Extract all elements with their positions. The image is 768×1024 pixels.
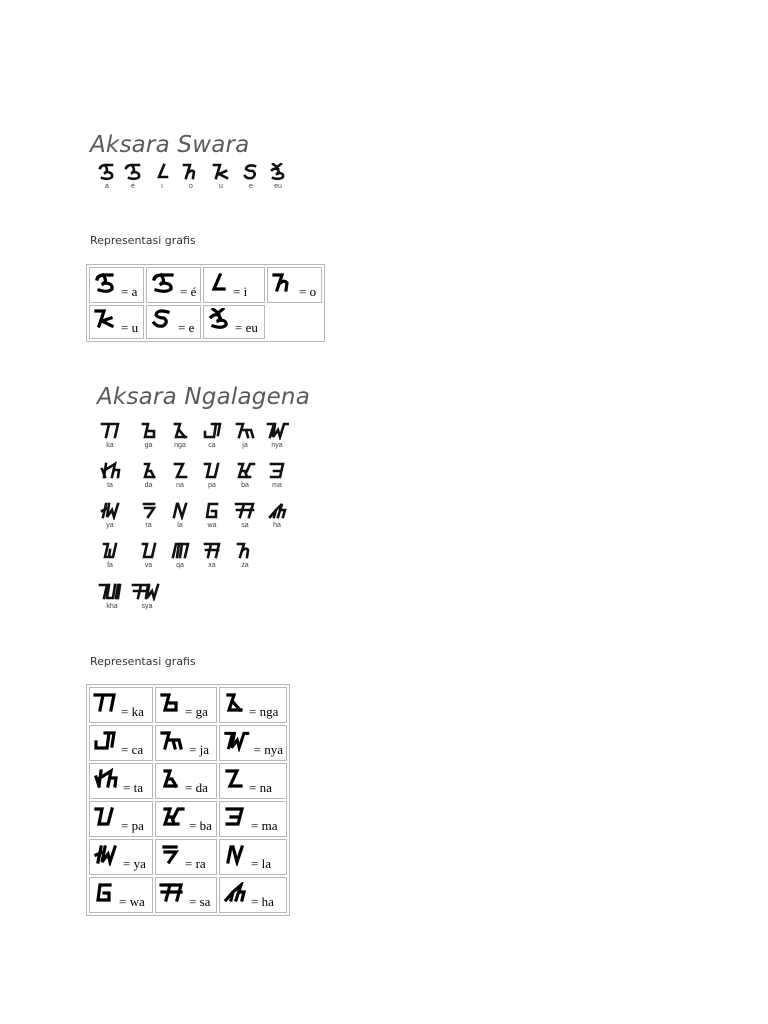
sundanese-da-glyph: [159, 768, 181, 790]
glyph-pa: [195, 461, 229, 490]
cell-text: = i: [233, 284, 248, 299]
cell-text: = ba: [189, 818, 212, 833]
ngalagena-glyph-row-4: [100, 541, 261, 570]
glyph-label: ca: [208, 442, 216, 449]
glyph-ma: [261, 461, 293, 490]
ngalagena-representation-label: Representasi grafis: [90, 655, 196, 668]
glyph-u: [206, 163, 236, 191]
sundanese-va-glyph: [139, 541, 159, 560]
cell-text: = é: [180, 284, 197, 299]
table-cell-o: [267, 267, 322, 303]
table-row: [88, 762, 288, 800]
sundanese-ba-glyph: [234, 461, 256, 480]
sundanese-ja-glyph: [234, 421, 256, 440]
table-cell-ra: [155, 839, 217, 875]
glyph-label: nya: [271, 442, 283, 449]
glyph-label: xa: [208, 562, 216, 569]
sundanese-qa-glyph: [169, 541, 191, 560]
glyph-ja: [229, 421, 261, 450]
glyph-label: ja: [242, 442, 248, 449]
sundanese-pa-glyph: [202, 461, 222, 480]
cell-text: = ja: [189, 742, 209, 757]
glyph-label: za: [241, 562, 249, 569]
cell-text: = nya: [253, 742, 283, 757]
glyph-label: nga: [174, 442, 186, 449]
table-cell-ma: [219, 801, 287, 837]
glyph-ba: [229, 461, 261, 490]
sundanese-e-acute-glyph: [150, 272, 176, 294]
swara-representation-label: Representasi grafis: [90, 234, 196, 247]
table-cell-la: [219, 839, 287, 875]
cell-text: = na: [249, 780, 272, 795]
sundanese-nga-glyph: [223, 692, 245, 714]
swara-title: Aksara Swara: [90, 132, 250, 158]
cell-text: = a: [121, 284, 138, 299]
glyph-sa: [229, 501, 261, 530]
sundanese-ga-glyph: [159, 692, 181, 714]
sundanese-ca-glyph: [202, 421, 222, 440]
sundanese-i-glyph: [207, 272, 229, 294]
ngalagena-glyph-row-5: [97, 582, 165, 611]
table-cell-wa: [89, 877, 153, 913]
glyph-label: é: [131, 183, 135, 190]
table-cell-nya: [219, 725, 287, 761]
sundanese-nya-glyph: [265, 421, 289, 440]
glyph-label: pa: [208, 482, 216, 489]
sundanese-ba-glyph: [159, 806, 185, 828]
glyph-label: na: [176, 482, 184, 489]
cell-text: = ga: [185, 704, 208, 719]
cell-text: = ma: [251, 818, 278, 833]
cell-text: = o: [299, 284, 317, 299]
glyph-xa: [195, 541, 229, 570]
table-cell-ta: [89, 763, 153, 799]
ngalagena-glyph-row-3: [100, 501, 293, 530]
table-row: [88, 304, 323, 340]
sundanese-u-glyph: [211, 163, 231, 181]
sundanese-ya-glyph: [93, 844, 119, 866]
glyph-e-acute: [118, 163, 148, 191]
glyph-i: [148, 163, 176, 191]
glyph-label: ha: [273, 522, 281, 529]
glyph-label: ba: [241, 482, 249, 489]
table-cell-ka: [89, 687, 153, 723]
table-row: [88, 686, 288, 724]
swara-glyph-row: [96, 163, 290, 191]
sundanese-sya-glyph: [131, 582, 163, 601]
sundanese-ca-glyph: [93, 730, 117, 752]
cell-text: = eu: [235, 320, 258, 335]
sundanese-wa-glyph: [203, 501, 221, 520]
sundanese-ka-glyph: [93, 692, 117, 714]
glyph-label: ma: [272, 482, 282, 489]
glyph-a: [96, 163, 118, 191]
glyph-na: [165, 461, 195, 490]
glyph-label: ra: [145, 522, 152, 529]
sundanese-sa-glyph: [234, 501, 256, 520]
sundanese-i-glyph: [153, 163, 171, 181]
glyph-label: da: [144, 482, 153, 489]
sundanese-eu-glyph: [207, 308, 231, 330]
table-cell-u: [89, 305, 144, 339]
sundanese-e-acute-glyph: [123, 163, 143, 181]
ngalagena-title: Aksara Ngalagena: [97, 384, 310, 410]
sundanese-o-glyph: [271, 272, 295, 294]
sundanese-a-glyph: [93, 272, 117, 294]
glyph-label: fa: [107, 562, 113, 569]
sundanese-xa-glyph: [202, 541, 222, 560]
sundanese-kha-glyph: [98, 582, 126, 601]
sundanese-e-glyph: [241, 163, 261, 181]
glyph-label: va: [144, 562, 153, 569]
glyph-nga: [165, 421, 195, 450]
glyph-qa: [165, 541, 195, 570]
glyph-label: o: [189, 183, 193, 190]
sundanese-la-glyph: [170, 501, 190, 520]
sundanese-ga-glyph: [140, 421, 158, 440]
sundanese-pa-glyph: [93, 806, 117, 828]
sundanese-nga-glyph: [171, 421, 189, 440]
cell-text: = pa: [121, 818, 144, 833]
glyph-ka: [100, 421, 120, 450]
table-cell-ya: [89, 839, 153, 875]
sundanese-ta-glyph: [93, 768, 119, 790]
table-cell-da: [155, 763, 217, 799]
glyph-label: sya: [141, 603, 153, 610]
table-cell-na: [219, 763, 287, 799]
glyph-label: wa: [207, 522, 217, 529]
cell-text: = la: [251, 856, 271, 871]
table-cell-a: [89, 267, 144, 303]
cell-text: = da: [185, 780, 208, 795]
sundanese-wa-glyph: [93, 882, 115, 904]
glyph-label: ta: [107, 482, 113, 489]
sundanese-ma-glyph: [267, 461, 287, 480]
table-cell-ba: [155, 801, 217, 837]
glyph-ha: [261, 501, 293, 530]
glyph-label: ya: [106, 522, 114, 529]
sundanese-ta-glyph: [99, 461, 121, 480]
glyph-label: kha: [106, 603, 118, 610]
sundanese-ra-glyph: [159, 844, 181, 866]
glyph-ra: [132, 501, 165, 530]
glyph-label: qa: [176, 562, 184, 569]
sundanese-e-glyph: [150, 308, 174, 330]
cell-text: = ka: [121, 704, 144, 719]
glyph-o: [176, 163, 206, 191]
glyph-ca: [195, 421, 229, 450]
glyph-ta: [100, 461, 120, 490]
sundanese-a-glyph: [97, 163, 117, 181]
glyph-e: [236, 163, 266, 191]
table-row: [88, 724, 288, 762]
table-row: [88, 838, 288, 876]
sundanese-na-glyph: [223, 768, 245, 790]
table-cell-empty: [267, 305, 322, 339]
sundanese-sa-glyph: [159, 882, 185, 904]
glyph-va: [132, 541, 165, 570]
table-row: [88, 800, 288, 838]
sundanese-na-glyph: [171, 461, 189, 480]
sundanese-za-glyph: [235, 541, 255, 560]
cell-text: = e: [178, 320, 195, 335]
glyph-ya: [100, 501, 120, 530]
glyph-label: a: [105, 183, 109, 190]
table-cell-ga: [155, 687, 217, 723]
table-cell-eu: [203, 305, 265, 339]
glyph-label: ka: [106, 442, 114, 449]
sundanese-la-glyph: [223, 844, 247, 866]
cell-text: = ra: [185, 856, 206, 871]
sundanese-ma-glyph: [223, 806, 247, 828]
cell-text: = ca: [121, 742, 144, 757]
glyph-da: [132, 461, 165, 490]
glyph-label: u: [219, 183, 223, 190]
table-cell-e-acute: [146, 267, 201, 303]
cell-text: = wa: [119, 894, 145, 909]
sundanese-da-glyph: [140, 461, 158, 480]
glyph-label: e: [249, 183, 253, 190]
sundanese-fa-glyph: [100, 541, 120, 560]
cell-text: = u: [121, 320, 139, 335]
glyph-label: eu: [274, 183, 282, 190]
sundanese-ha-glyph: [223, 882, 247, 904]
table-row: [88, 266, 323, 304]
glyph-wa: [195, 501, 229, 530]
table-cell-ca: [89, 725, 153, 761]
cell-text: = sa: [189, 894, 211, 909]
table-cell-ja: [155, 725, 217, 761]
glyph-label: la: [177, 522, 183, 529]
sundanese-o-glyph: [181, 163, 201, 181]
sundanese-ra-glyph: [140, 501, 158, 520]
glyph-fa: [100, 541, 120, 570]
cell-text: = ya: [123, 856, 146, 871]
glyph-eu: [266, 163, 290, 191]
glyph-nya: [261, 421, 293, 450]
ngalagena-glyph-row-1: [100, 421, 293, 450]
table-cell-i: [203, 267, 265, 303]
glyph-sya: [129, 582, 165, 611]
sundanese-ja-glyph: [159, 730, 185, 752]
table-cell-e: [146, 305, 201, 339]
cell-text: = ta: [123, 780, 143, 795]
swara-representation-table: [86, 264, 325, 342]
table-cell-nga: [219, 687, 287, 723]
table-row: [88, 876, 288, 914]
sundanese-ka-glyph: [100, 421, 120, 440]
glyph-label: ga: [144, 442, 153, 449]
sundanese-u-glyph: [93, 308, 117, 330]
glyph-za: [229, 541, 261, 570]
sundanese-eu-glyph: [268, 163, 288, 181]
table-cell-ha: [219, 877, 287, 913]
sundanese-ha-glyph: [267, 501, 287, 520]
sundanese-nya-glyph: [223, 730, 250, 752]
cell-text: = nga: [249, 704, 279, 719]
glyph-label: i: [161, 183, 163, 190]
cell-text: = ha: [251, 894, 274, 909]
table-cell-sa: [155, 877, 217, 913]
table-cell-pa: [89, 801, 153, 837]
glyph-kha: [97, 582, 127, 611]
ngalagena-glyph-row-2: [100, 461, 293, 490]
glyph-ga: [132, 421, 165, 450]
glyph-label: sa: [241, 522, 249, 529]
sundanese-ya-glyph: [99, 501, 121, 520]
glyph-la: [165, 501, 195, 530]
ngalagena-representation-table: [86, 684, 290, 916]
